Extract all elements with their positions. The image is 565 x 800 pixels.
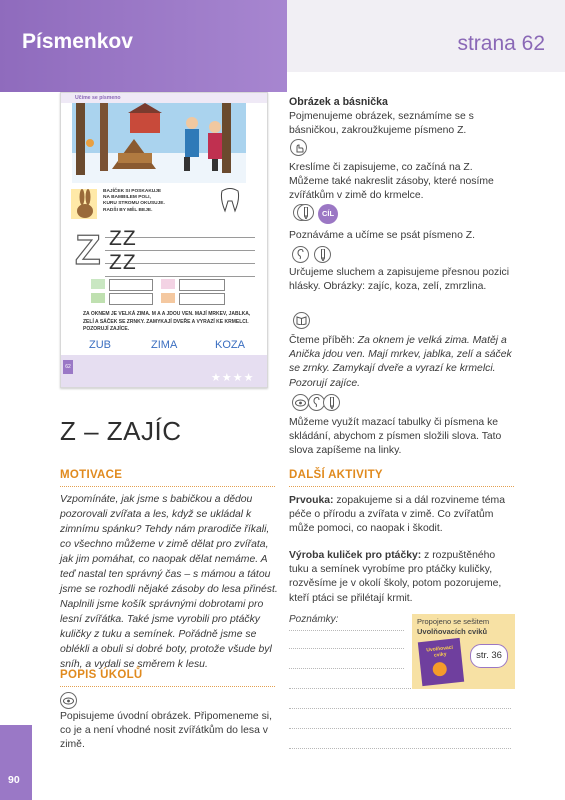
- pointing-hand-icon: [290, 139, 307, 156]
- thumbnail-letters: ZZ: [109, 227, 137, 250]
- pencil-icon: [323, 394, 340, 411]
- book-icon: [293, 312, 310, 329]
- prvouka-label: Prvouka:: [289, 495, 334, 506]
- thumbnail-word-3: KOZA: [215, 339, 245, 351]
- vyroba-body: z rozpuštěného tuku a semínek vyrobíme pro ptáčky kuličky, rozvěsíme je v okolí školy, potom pozorujeme, kteří ptáci se přilétají krmit.: [289, 550, 502, 604]
- tooth-icon: [219, 187, 241, 213]
- promo-page-badge: str. 36: [470, 644, 508, 668]
- poznamky-label: Poznámky:: [289, 614, 339, 625]
- prvouka-body: zopakujeme si a dál rozvineme téma péče o přírodu a zvířata v zimě. Co zvířatům může pomoci, co naopak i škodit.: [289, 495, 505, 535]
- ear-icon: [292, 246, 309, 263]
- note-line: [289, 668, 404, 669]
- winter-scene-illustration: [72, 103, 246, 183]
- motivace-text: Vzpomínáte, jak jsme s babičkou a dědou pozorovali zvířata a les, když se ukládal k zimnímu spánku? Tehdy nám prarodiče říkali, co všechno můžeme v zimě dělat pro zvířata, jak jim pomáhat, co naopak dělat nemáme. A teď nastal ten správný čas – s mámou a tátou jsme se rozhodli nějaké zásoby do lesa přinést. Naplnili jsme košík správnými dobrotami pro lesní zvířátka. Také jsme vyrobili pro ptáčky kuličky z tuku a semínek. Pořádně jsme se oblékli a obuli si dobré boty, protože všude byl sníh, a vydali se směrem k lesu.: [60, 494, 278, 670]
- vyroba-label: Výroba kuliček pro ptáčky:: [289, 550, 422, 561]
- note-line: [289, 748, 511, 749]
- note-line: [289, 728, 511, 729]
- note-line: [289, 630, 404, 631]
- thumbnail-heading: Učíme se písmeno: [75, 95, 121, 101]
- page-reference: strana 62: [457, 32, 545, 55]
- thumbnail-letters-2: ZZ: [109, 251, 137, 274]
- promo-line-1: Propojeno se sešitem: [417, 617, 490, 626]
- popis-heading: POPIS ÚKOLŮ: [60, 669, 143, 681]
- thumbnail-word-1: ZUB: [89, 339, 111, 351]
- popis-text: Popisujeme úvodní obrázek. Připomeneme si, co je a není vhodné nosit zvířátkům do lesa v zimě.: [60, 711, 272, 751]
- thumbnail-poem: BAJÍČEK SI POSKAKUJE NA BAMBILEM POLI, KURU STROMU OKUSUJE. RADŠI BY MĚL BEJE.: [103, 189, 165, 213]
- poznavame-text: Poznáváme a učíme se psát písmeno Z.: [289, 230, 475, 241]
- obrazek-text: Pojmenujeme obrázek, seznámíme se s básničkou, zakroužkujeme písmeno Z.: [289, 111, 474, 137]
- dalsi-heading: DALŠÍ AKTIVITY: [289, 469, 383, 481]
- thumbnail-word-2: ZIMA: [151, 339, 178, 351]
- note-line: [289, 708, 511, 709]
- cteme-text: [289, 334, 514, 391]
- page-number: 90: [8, 774, 20, 786]
- motivace-heading: MOTIVACE: [60, 469, 123, 481]
- kreslime-text: Kreslíme či zapisujeme, co začíná na Z. Můžeme také nakreslit zásoby, které nosíme zvířátkům v zimě do krmelce.: [289, 162, 494, 202]
- eye-icon: [292, 394, 309, 411]
- thumbnail-story: ZA OKNEM JE VELKÁ ZIMA. M A A JDOU VEN. MAJÍ MRKEV, JABLKA, ZELÍ A SÁČEK SE ZRNKY. ZAMYKAJÍ DVEŘE A VYRAZÍ KE KRMELCI. POZORUJÍ ZAJÍCE.: [83, 311, 251, 332]
- header-title: Písmenkov: [22, 30, 133, 53]
- workbook-cover-image: [418, 638, 464, 686]
- workbook-cover-title: Uvolňovací cviky: [426, 644, 454, 659]
- cil-badge: CÍL: [318, 204, 338, 224]
- obrazek-title: Obrázek a básnička: [289, 96, 388, 108]
- promo-line-2: Uvolňovacích cviků: [417, 627, 488, 636]
- cteme-italic: Za oknem je velká zima. Matěj a Anička jdou ven. Mají mrkev, jablka, zelí a sáček se zrnky. Zamykají dveře a vyrazí ke krmelci. Pozorují zajíce.: [289, 335, 512, 389]
- pencil-icon: [314, 246, 331, 263]
- prvouka-text: [289, 494, 514, 537]
- page-number-bar: [0, 725, 32, 800]
- eye-icon: [60, 692, 77, 709]
- note-line: [289, 648, 404, 649]
- stars-rating: ★★★★: [211, 372, 255, 384]
- urcujeme-text: Určujeme sluchem a zapisujeme přesnou pozici hlásky. Obrázky: zajíc, koza, zelí, zmrzlina.: [289, 267, 510, 293]
- thumbnail-page-num: 62: [63, 360, 73, 374]
- cteme-prefix: Čteme příběh:: [289, 335, 358, 346]
- rabbit-icon: [73, 189, 97, 219]
- pencil-icon: [297, 204, 314, 221]
- muzeme-text: Můžeme využít mazací tabulky či písmena ke skládání, abychom z písmen složili slova. Tato slova zapíšeme na linky.: [289, 417, 502, 457]
- main-title: Z – ZAJÍC: [60, 416, 182, 446]
- vyroba-text: [289, 549, 514, 606]
- worksheet-thumbnail: Učíme se písmeno BAJÍČEK SI POSKAKUJE NA BAMBILEM POLI, KURU STROMU OKUSUJE. RADŠI BY MĚL BEJE. Z ZZ ZZ ZA OKNEM JE VELKÁ ZIMA. M A A JDOU VEN. MAJÍ MRKEV, JABLKA, ZELÍ A SÁČEK SE ZRNKY. ZAMYKAJÍ DVEŘE A VYRAZÍ KE KRMELCI. POZORUJÍ ZAJÍCE. ZUB ZIMA KOZA 62 ★★★★: [60, 92, 268, 388]
